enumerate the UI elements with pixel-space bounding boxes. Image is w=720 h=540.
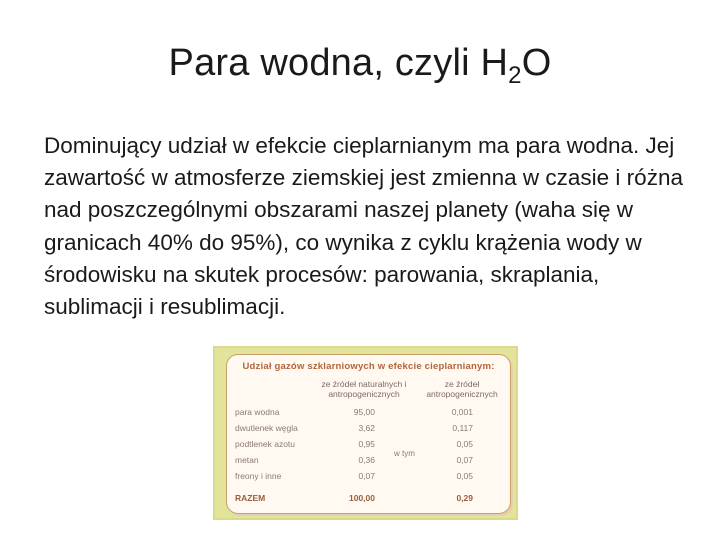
body-paragraph: Dominujący udział w efekcie cieplarnianym ma para wodna. Jej zawartość w atmosferze ziemskiej jest zmienna w czasie i różna nad poszczególnymi obszarami naszej planety (waha się w granicach 40% do 95%), co wynika z cyklu krążenia wody w środowisku na skutek procesów: parowania, skraplania, sublimacji i resublimacji.: [44, 133, 683, 320]
table-row: [227, 407, 510, 421]
table-card: [226, 354, 511, 514]
title-text-end: O: [521, 42, 552, 84]
total-natural-value: 100,00: [349, 493, 375, 503]
table-total-row: [227, 493, 510, 507]
table-row: [227, 455, 510, 469]
table-note: w tym: [394, 449, 415, 458]
row-natural-value: 3,62: [358, 423, 375, 433]
row-natural-value: 0,95: [358, 439, 375, 449]
title-text: Para wodna, czyli H: [168, 42, 509, 84]
row-name: dwutlenek węgla: [235, 423, 298, 433]
row-name: para wodna: [235, 407, 280, 417]
table-row: [227, 471, 510, 485]
total-label: RAZEM: [235, 493, 266, 503]
total-anthropogenic-value: 0,29: [456, 493, 473, 503]
column-header-natural: ze źródeł naturalnych i antropogenicznych: [321, 379, 407, 399]
row-anthropogenic-value: 0,05: [456, 471, 473, 481]
row-natural-value: 0,36: [358, 455, 375, 465]
row-natural-value: 95,00: [353, 407, 375, 417]
table-row: [227, 423, 510, 437]
title-subscript: 2: [508, 62, 522, 89]
row-name: metan: [235, 455, 259, 465]
row-natural-value: 0,07: [358, 471, 375, 481]
row-anthropogenic-value: 0,117: [452, 423, 473, 433]
greenhouse-gas-table-image: [213, 346, 518, 520]
row-name: freony i inne: [235, 471, 282, 481]
table-row: [227, 439, 510, 453]
table-title: Udział gazów szklarniowych w efekcie cieplarnianym:: [242, 361, 495, 372]
column-header-anthropogenic: ze źródeł antropogenicznych: [426, 379, 498, 399]
row-anthropogenic-value: 0,001: [451, 407, 473, 417]
slide-title: [0, 42, 720, 89]
row-anthropogenic-value: 0,07: [456, 455, 473, 465]
row-anthropogenic-value: 0,05: [456, 439, 473, 449]
row-name: podtlenek azotu: [235, 439, 296, 449]
